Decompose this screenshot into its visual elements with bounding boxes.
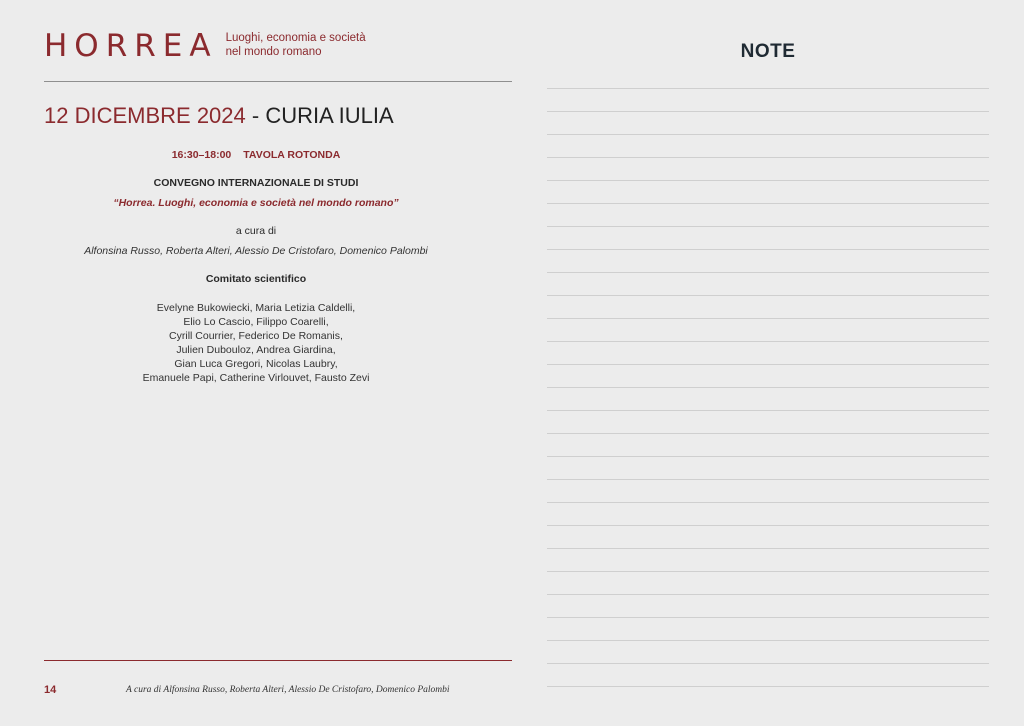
- note-line: [547, 502, 989, 503]
- note-line: [547, 456, 989, 457]
- conference-subtitle: “Horrea. Luoghi, economia e società nel mondo romano”: [113, 197, 399, 209]
- committee-line: Emanuele Papi, Catherine Virlouvet, Fausto Zevi: [142, 372, 370, 384]
- page-number: 14: [44, 684, 57, 696]
- note-lines: [547, 88, 989, 709]
- notes-title: NOTE: [740, 41, 796, 62]
- tagline-line-1: Luoghi, economia e società: [225, 32, 366, 44]
- note-line: [547, 134, 989, 135]
- conference-title: CONVEGNO INTERNAZIONALE DI STUDI: [153, 177, 359, 189]
- event-heading: [44, 103, 394, 129]
- committee-line: Cyrill Courrier, Federico De Romanis,: [169, 330, 343, 342]
- committee-line: Elio Lo Cascio, Filippo Coarelli,: [183, 316, 329, 328]
- committee-label: Comitato scientifico: [205, 273, 307, 285]
- note-line: [547, 433, 989, 434]
- note-line: [547, 525, 989, 526]
- event-place: CURIA IULIA: [265, 103, 394, 128]
- edited-by-label: a cura di: [235, 225, 277, 237]
- footer-divider: [44, 660, 512, 661]
- note-line: [547, 249, 989, 250]
- tagline-line-2: nel mondo romano: [225, 46, 322, 58]
- note-line: [547, 640, 989, 641]
- committee-members: [0, 301, 512, 385]
- note-line: [547, 548, 989, 549]
- note-line: [547, 341, 989, 342]
- note-line: [547, 111, 989, 112]
- note-line: [547, 571, 989, 572]
- header-divider: [44, 81, 512, 82]
- note-line: [547, 594, 989, 595]
- footer-credit: A cura di Alfonsina Russo, Roberta Alteri, Alessio De Cristofaro, Domenico Palombi: [126, 685, 450, 695]
- note-line: [547, 226, 989, 227]
- brand-header: [44, 30, 366, 62]
- editors-list: Alfonsina Russo, Roberta Alteri, Alessio De Cristofaro, Domenico Palombi: [84, 245, 428, 257]
- event-date: 12 DICEMBRE 2024: [44, 103, 246, 128]
- note-line: [547, 203, 989, 204]
- committee-line: Gian Luca Gregori, Nicolas Laubry,: [174, 358, 338, 370]
- note-line: [547, 318, 989, 319]
- note-line: [547, 88, 989, 89]
- note-line: [547, 686, 989, 687]
- note-line: [547, 180, 989, 181]
- brand-logo: HORREA: [44, 28, 218, 64]
- heading-separator: -: [245, 103, 266, 128]
- note-line: [547, 364, 989, 365]
- brand-tagline: [226, 31, 366, 59]
- notes-page: [512, 0, 1024, 726]
- note-line: [547, 410, 989, 411]
- session-type: TAVOLA ROTONDA: [243, 149, 341, 161]
- note-line: [547, 617, 989, 618]
- committee-line: Evelyne Bukowiecki, Maria Letizia Caldelli,: [156, 302, 356, 314]
- note-line: [547, 479, 989, 480]
- note-line: [547, 663, 989, 664]
- note-line: [547, 272, 989, 273]
- session-time: 16:30–18:00: [171, 149, 232, 161]
- committee-line: Julien Dubouloz, Andrea Giardina,: [176, 344, 336, 356]
- note-line: [547, 295, 989, 296]
- note-line: [547, 157, 989, 158]
- session-line: [0, 149, 512, 161]
- note-line: [547, 387, 989, 388]
